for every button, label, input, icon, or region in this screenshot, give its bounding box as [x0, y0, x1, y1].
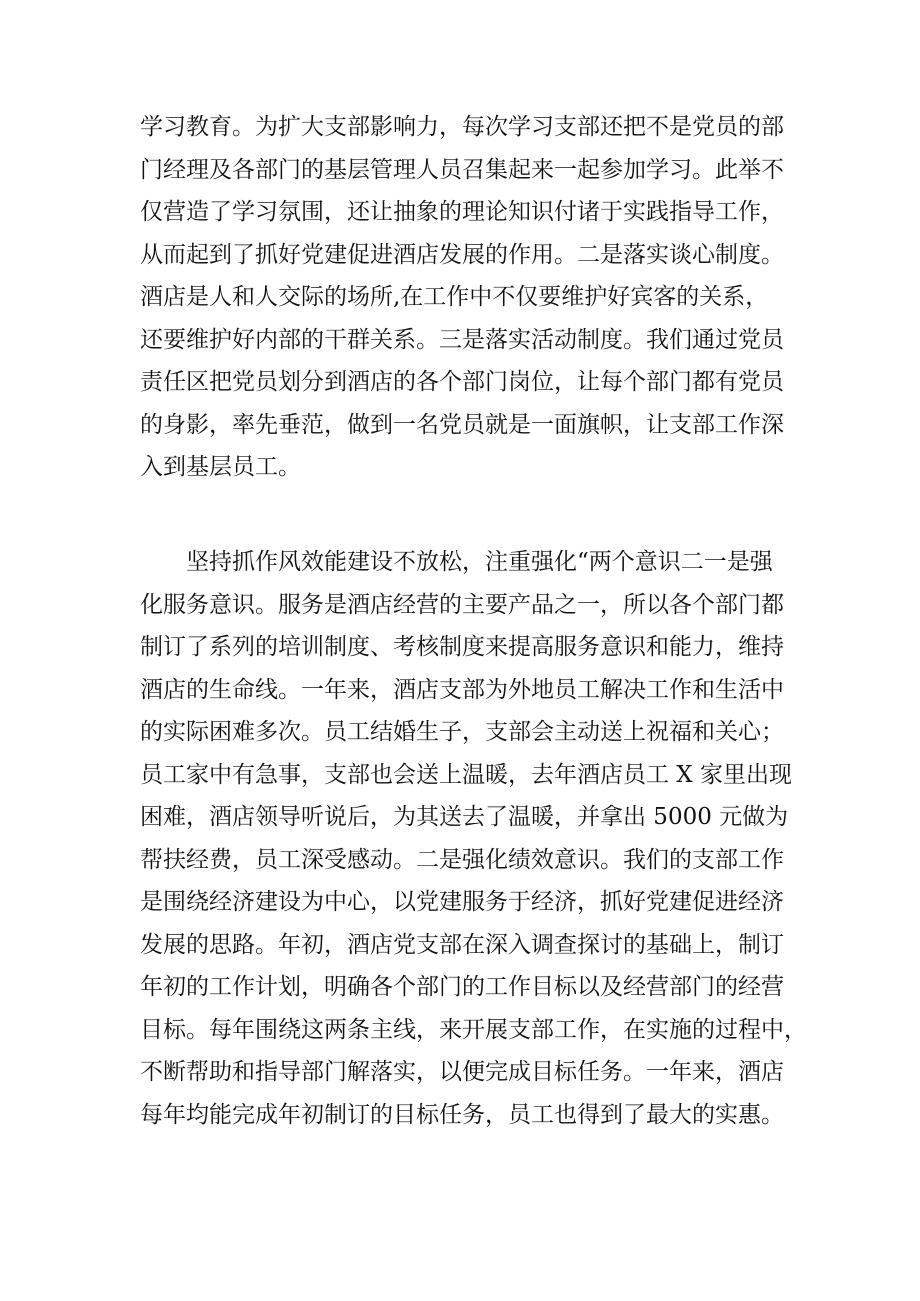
text-line: 发展的思路。年初，酒店党支部在深入调查探讨的基础上，制订	[140, 931, 784, 958]
text-line: 员工家中有急事，支部也会送上温暖，去年酒店员工 X 家里出现	[140, 761, 792, 788]
text-line: 的实际困难多次。员工结婚生子，支部会主动送上祝福和关心；	[140, 719, 784, 745]
text-line: 责任区把党员划分到酒店的各个部门岗位，让每个部门都有党员	[140, 369, 784, 395]
text-line: 入到基层员工。	[140, 454, 301, 480]
text-line: 酒店的生命线。一年来，酒店支部为外地员工解决工作和生活中	[140, 676, 784, 703]
text-line: 学习教育。为扩大支部影响力，每次学习支部还把不是党员的部	[140, 114, 784, 140]
text-line: 的身影，率先垂范，做到一名党员就是一面旗帜，让支部工作深	[140, 411, 784, 438]
text-line: 仅营造了学习氛围，还让抽象的理论知识付诸于实践指导工作，	[140, 199, 784, 225]
text-line: 制订了系列的培训制度、考核制度来提高服务意识和能力，维持	[140, 634, 784, 660]
text-line: 酒店是人和人交际的场所,在工作中不仅要维护好宾客的关系，	[140, 284, 769, 310]
text-line: 困难，酒店领导听说后，为其送去了温暖，并拿出 5000 元做为	[140, 804, 789, 830]
text-line: 从而起到了抓好党建促进酒店发展的作用。二是落实谈心制度。	[140, 241, 784, 268]
text-line: 不断帮助和指导部门解落实，以便完成目标任务。一年来，酒店	[140, 1059, 784, 1085]
text-line: 年初的工作计划，明确各个部门的工作目标以及经营部门的经营	[140, 974, 784, 1000]
text-line: 每年均能完成年初制订的目标任务，员工也得到了最大的实惠。	[140, 1101, 784, 1128]
paragraph-1	[140, 106, 800, 489]
text-line: 门经理及各部门的基层管理人员召集起来一起参加学习。此举不	[140, 156, 784, 183]
paragraph-2	[140, 541, 807, 1136]
text-line: 是围绕经济建设为中心，以党建服务于经济，抓好党建促进经济	[140, 889, 784, 915]
text-line: 目标。每年围绕这两条主线，来开展支部工作，在实施的过程中，	[140, 1016, 807, 1043]
text-line: 帮扶经费，员工深受感动。二是强化绩效意识。我们的支部工作	[140, 846, 784, 873]
text-line: 坚持抓作风效能建设不放松，注重强化“两个意识二一是强	[140, 549, 773, 575]
text-line: 化服务意识。服务是酒店经营的主要产品之一，所以各个部门都	[140, 591, 784, 618]
text-line: 还要维护好内部的干群关系。三是落实活动制度。我们通过党员	[140, 326, 784, 353]
